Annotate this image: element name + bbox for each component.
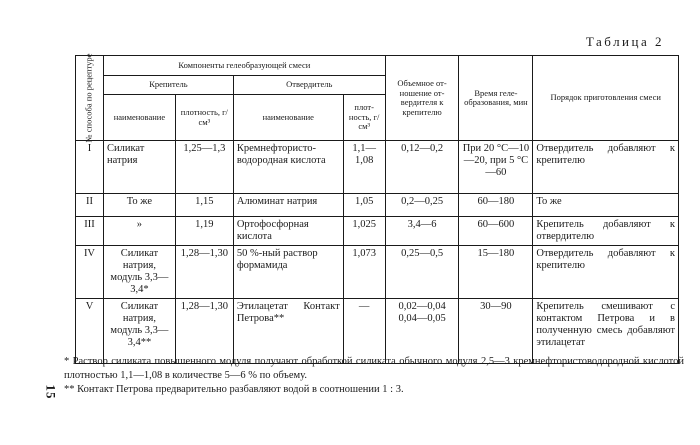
cell-volume-ratio: 0,25—0,5 bbox=[385, 246, 459, 299]
table-row bbox=[76, 217, 679, 246]
data-table bbox=[75, 55, 679, 364]
table-row bbox=[76, 194, 679, 217]
header-method-no: № способа по рецептуре bbox=[76, 56, 104, 141]
cell-gel-time: При 20 °С—10—20, при 5 °С—60 bbox=[459, 141, 533, 194]
cell-fixer-name: » bbox=[103, 217, 175, 246]
cell-prep-order: Крепитель смешивают с контактом Петрова и в полученную смесь добавляют этилацетат bbox=[533, 299, 679, 364]
header-fixer-name: наименование bbox=[103, 95, 175, 141]
header-gel-time: Время геле-образования, мин bbox=[459, 56, 533, 141]
cell-fixer-name: То же bbox=[103, 194, 175, 217]
cell-gel-time: 30—90 bbox=[459, 299, 533, 364]
cell-fixer-density: 1,19 bbox=[175, 217, 233, 246]
cell-prep-order: Крепитель добавляют к отвердителю bbox=[533, 217, 679, 246]
cell-volume-ratio: 0,2—0,25 bbox=[385, 194, 459, 217]
cell-prep-order: То же bbox=[533, 194, 679, 217]
cell-method-no: II bbox=[76, 194, 104, 217]
cell-hardener-name: Этилацетат Контакт Петрова** bbox=[233, 299, 343, 364]
header-fixer-density: плотность, г/см³ bbox=[175, 95, 233, 141]
cell-fixer-density: 1,28—1,30 bbox=[175, 299, 233, 364]
cell-volume-ratio: 3,4—6 bbox=[385, 217, 459, 246]
header-hardener: Отвердитель bbox=[233, 75, 385, 95]
header-hardener-name: наименование bbox=[233, 95, 343, 141]
cell-fixer-density: 1,25—1,3 bbox=[175, 141, 233, 194]
cell-hardener-name: Кремнефтористо-водородная кислота bbox=[233, 141, 343, 194]
cell-hardener-density: — bbox=[343, 299, 385, 364]
cell-hardener-density: 1,1—1,08 bbox=[343, 141, 385, 194]
cell-fixer-density: 1,28—1,30 bbox=[175, 246, 233, 299]
cell-hardener-density: 1,025 bbox=[343, 217, 385, 246]
cell-volume-ratio: 0,02—0,04 0,04—0,05 bbox=[385, 299, 459, 364]
cell-hardener-name: Алюминат натрия bbox=[233, 194, 343, 217]
header-fixer: Крепитель bbox=[103, 75, 233, 95]
header-row-1 bbox=[76, 56, 679, 76]
cell-fixer-name: Силикат натрия, модуль 3,3—3,4* bbox=[103, 246, 175, 299]
footnote: * Раствор силиката повышенного модуля получают обработкой силиката обычного модуля 2,5—3 кремнефтористоводородной кислотой плотностью 1,1—1,08 в количестве 5—6 % по объему. bbox=[64, 356, 684, 381]
cell-prep-order: Отвердитель добавляют к крепителю bbox=[533, 246, 679, 299]
table-title: Таблица 2 bbox=[585, 34, 664, 49]
cell-method-no: IV bbox=[76, 246, 104, 299]
cell-gel-time: 60—600 bbox=[459, 217, 533, 246]
page-number: 15 bbox=[43, 384, 59, 400]
cell-gel-time: 15—180 bbox=[459, 246, 533, 299]
cell-hardener-name: Ортофосфорная кислота bbox=[233, 217, 343, 246]
cell-fixer-name: Силикат натрия, модуль 3,3—3,4** bbox=[103, 299, 175, 364]
footnote: ** Контакт Петрова предварительно разбавляют водой в соотношении 1 : 3. bbox=[64, 384, 404, 395]
table-row bbox=[76, 299, 679, 364]
header-prep-order: Порядок приготовления смеси bbox=[533, 56, 679, 141]
cell-fixer-density: 1,15 bbox=[175, 194, 233, 217]
cell-prep-order: Отвердитель добавляют к крепителю bbox=[533, 141, 679, 194]
table-row bbox=[76, 141, 679, 194]
header-hardener-density: плот-ность, г/см³ bbox=[343, 95, 385, 141]
cell-hardener-density: 1,073 bbox=[343, 246, 385, 299]
cell-volume-ratio: 0,12—0,2 bbox=[385, 141, 459, 194]
cell-fixer-name: Силикат натрия bbox=[103, 141, 175, 194]
header-components: Компоненты гелеобразующей смеси bbox=[103, 56, 385, 76]
cell-hardener-name: 50 %-ный раствор формамида bbox=[233, 246, 343, 299]
cell-gel-time: 60—180 bbox=[459, 194, 533, 217]
cell-method-no: V bbox=[76, 299, 104, 364]
cell-method-no: III bbox=[76, 217, 104, 246]
cell-hardener-density: 1,05 bbox=[343, 194, 385, 217]
header-volume-ratio: Объемное от-ношение от-вердителя к крепителю bbox=[385, 56, 459, 141]
table-row bbox=[76, 246, 679, 299]
cell-method-no: I bbox=[76, 141, 104, 194]
footnotes bbox=[64, 355, 684, 397]
